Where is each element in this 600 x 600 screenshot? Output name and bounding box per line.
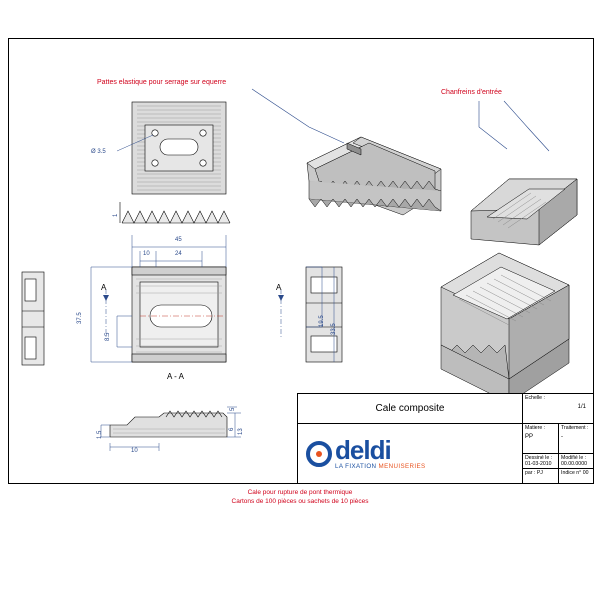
field-echelle-value: 1/1 (577, 404, 586, 410)
logo-tagline-main: LA FIXATION (335, 463, 379, 470)
title-block (297, 393, 593, 483)
field-traitement (559, 424, 594, 454)
dimension-10: 10 (143, 251, 150, 257)
dimension-diameter: Ø 3.5 (91, 149, 106, 155)
field-traitement-value: - (561, 434, 563, 440)
field-dessine-le (523, 454, 559, 469)
view-iso-chamfer (471, 179, 577, 245)
caption-line-2: Cartons de 100 pièces ou sachets de 10 pièces (231, 498, 369, 505)
view-side-left (22, 272, 44, 365)
logo-tagline-accent: MENUISERIES (378, 463, 426, 470)
field-echelle-key: Echelle : (525, 395, 545, 401)
field-matiere (523, 424, 559, 454)
field-modifie-le (559, 454, 594, 469)
annotation-pattes-elastique: Pattes elastique pour serrage sur equerre (97, 79, 227, 86)
caption-line-1: Cale pour rupture de pont thermique (247, 489, 353, 496)
field-traitement-key: Traitement : (561, 425, 589, 431)
field-modifie-le-key: Modifié le : (561, 455, 587, 461)
annotation-leaders (252, 89, 549, 151)
field-matiere-value: PP (525, 434, 534, 440)
view-iso-clip (307, 137, 441, 215)
dimension-45: 45 (175, 237, 182, 243)
logo-wordmark: deldi (335, 435, 391, 465)
field-par (523, 469, 559, 484)
dimension-37-5: 37.5 (77, 312, 83, 324)
dimension-1: 1 (113, 213, 119, 217)
view-plate-top (117, 102, 226, 194)
field-indice-key: Indice n° (561, 470, 582, 476)
dimension-1-5: 1.5 (97, 430, 103, 439)
field-indice (559, 469, 594, 484)
dimension-33-5: 33.5 (331, 323, 337, 335)
view-front-main (132, 267, 226, 362)
field-echelle (523, 394, 594, 424)
section-label-aa: A - A (167, 372, 184, 381)
dimension-5: 5 (230, 407, 236, 411)
deldi-mark-icon (306, 441, 332, 467)
section-mark-a-right: A (276, 283, 282, 292)
field-dessine-le-value: 01-03-2010 (525, 461, 552, 467)
dimension-24: 24 (175, 251, 182, 257)
dimension-19-5: 19.5 (319, 315, 325, 327)
drawing-title: Cale composite (298, 394, 523, 424)
field-par-key: par : (525, 470, 536, 476)
section-mark-a-left: A (101, 283, 107, 292)
annotation-chanfreins: Chanfreins d'entrée (441, 89, 502, 96)
dimension-13: 13 (238, 428, 244, 435)
field-modifie-le-value: 00.00.0000 (561, 461, 587, 467)
logo-tagline (335, 463, 426, 470)
field-par-value: PJ (536, 470, 543, 476)
dimension-10-section: 10 (131, 448, 138, 454)
view-iso-body (441, 253, 569, 403)
dimension-6: 6 (229, 427, 235, 431)
company-logo (298, 424, 523, 484)
field-matiere-key: Matiere : (525, 425, 546, 431)
view-tooth-strip (120, 202, 230, 223)
view-section-aa (110, 411, 227, 437)
field-indice-value: 00 (582, 470, 589, 476)
drawing-sheet (8, 38, 594, 484)
dimension-8-5: 8.5 (105, 332, 111, 341)
field-dessine-le-key: Dessiné le : (525, 455, 553, 461)
